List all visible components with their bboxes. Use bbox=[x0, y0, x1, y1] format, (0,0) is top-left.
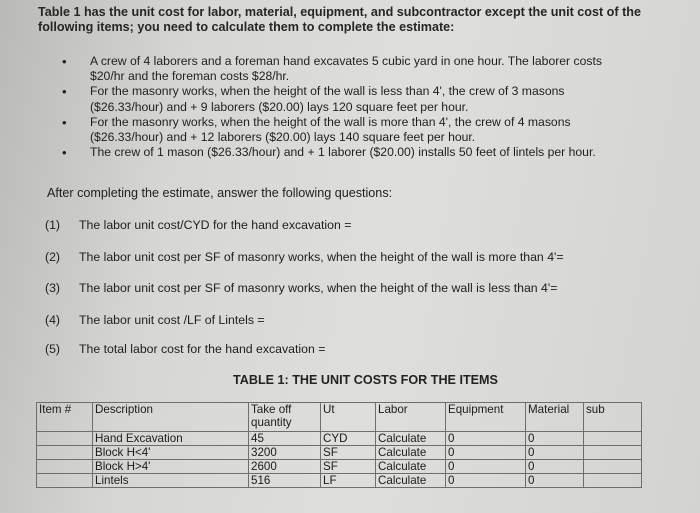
cell-sub bbox=[584, 446, 642, 460]
cell-item bbox=[37, 432, 93, 446]
question-number: (2) bbox=[45, 250, 61, 264]
cell-unit: SF bbox=[321, 460, 376, 474]
cell-sub bbox=[584, 474, 642, 488]
cell-sub bbox=[584, 460, 642, 474]
cell-item bbox=[37, 474, 93, 488]
bullet-line: $20/hr and the foreman costs $28/hr. bbox=[90, 69, 290, 84]
cell-labor: Calculate bbox=[376, 446, 446, 460]
question-4 bbox=[45, 313, 265, 327]
cell-description: Hand Excavation bbox=[93, 432, 249, 446]
cell-material: 0 bbox=[526, 432, 584, 446]
question-number: (3) bbox=[45, 281, 61, 295]
unit-cost-table bbox=[36, 402, 642, 488]
question-text: The total labor cost for the hand excavation = bbox=[79, 342, 326, 356]
cell-quantity: 45 bbox=[249, 432, 321, 446]
cell-item bbox=[37, 460, 93, 474]
question-text: The labor unit cost per SF of masonry works, when the height of the wall is less than 4'= bbox=[79, 281, 558, 295]
bullet-line: ($26.33/hour) and + 9 laborers ($20.00) lays 120 square feet per hour. bbox=[90, 99, 469, 114]
question-1 bbox=[45, 218, 351, 232]
bullet-line: • A crew of 4 laborers and a foreman hand excavates 5 cubic yard in one hour. The laborer costs bbox=[90, 54, 602, 68]
cell-unit: CYD bbox=[321, 432, 376, 446]
header-unit: Ut bbox=[321, 403, 376, 432]
question-text: The labor unit cost per SF of masonry works, when the height of the wall is more than 4'= bbox=[79, 250, 564, 264]
table-header-row bbox=[37, 403, 642, 432]
cell-labor: Calculate bbox=[376, 474, 446, 488]
cell-sub bbox=[584, 432, 642, 446]
cell-unit: SF bbox=[321, 446, 376, 460]
questions-intro: After completing the estimate, answer the following questions: bbox=[47, 186, 393, 200]
question-number: (4) bbox=[45, 313, 61, 327]
bullet-line: ($26.33/hour) and + 12 laborers ($20.00) lays 140 square feet per hour. bbox=[90, 130, 476, 145]
question-number: (1) bbox=[45, 218, 61, 232]
cell-quantity: 3200 bbox=[249, 446, 321, 460]
bullet-line: • For the masonry works, when the height of the wall is more than 4', the crew of 4 masons bbox=[90, 114, 571, 129]
table-row bbox=[37, 446, 642, 460]
cell-item bbox=[37, 446, 93, 460]
question-number: (5) bbox=[45, 342, 61, 356]
question-5 bbox=[45, 342, 325, 356]
cell-material: 0 bbox=[526, 460, 584, 474]
header-equipment: Equipment bbox=[446, 403, 526, 432]
header-description: Description bbox=[93, 403, 249, 432]
cell-description: Lintels bbox=[93, 474, 249, 488]
table-row bbox=[37, 432, 642, 446]
cell-quantity: 516 bbox=[249, 474, 321, 488]
cell-unit: LF bbox=[321, 474, 376, 488]
question-text: The labor unit cost /LF of Lintels = bbox=[79, 313, 265, 327]
cell-labor: Calculate bbox=[376, 432, 446, 446]
cell-equipment: 0 bbox=[446, 446, 526, 460]
table-row bbox=[37, 474, 642, 488]
bullet-item-3 bbox=[62, 115, 692, 145]
cell-quantity: 2600 bbox=[249, 460, 321, 474]
intro-paragraph bbox=[38, 5, 688, 35]
cell-equipment: 0 bbox=[446, 432, 526, 446]
table-title: TABLE 1: THE UNIT COSTS FOR THE ITEMS bbox=[233, 373, 498, 387]
cell-description: Block H>4' bbox=[93, 460, 249, 474]
header-labor: Labor bbox=[376, 403, 446, 432]
bullet-item-4 bbox=[62, 145, 692, 160]
cell-labor: Calculate bbox=[376, 460, 446, 474]
bullet-item-2 bbox=[62, 84, 692, 114]
bullet-list bbox=[62, 54, 692, 160]
cell-equipment: 0 bbox=[446, 474, 526, 488]
bullet-line: • The crew of 1 mason ($26.33/hour) and + 1 laborer ($20.00) installs 50 feet of lintels per hour. bbox=[90, 145, 596, 160]
bullet-item-1 bbox=[62, 54, 692, 84]
cell-description: Block H<4' bbox=[93, 446, 249, 460]
question-2 bbox=[45, 250, 564, 264]
table-row bbox=[37, 460, 642, 474]
header-sub: sub bbox=[584, 403, 642, 432]
header-takeoff-quantity bbox=[249, 403, 321, 432]
cell-equipment: 0 bbox=[446, 460, 526, 474]
question-text: The labor unit cost/CYD for the hand excavation = bbox=[79, 218, 352, 232]
cell-material: 0 bbox=[526, 446, 584, 460]
cell-material: 0 bbox=[526, 474, 584, 488]
header-item: Item # bbox=[37, 403, 93, 432]
header-takeoff-line: Take off bbox=[251, 403, 292, 416]
header-takeoff-line: quantity bbox=[251, 416, 292, 429]
intro-line-1: Table 1 has the unit cost for labor, material, equipment, and subcontractor except the unit cost of the bbox=[38, 5, 641, 19]
intro-line-2: following items; you need to calculate them to complete the estimate: bbox=[38, 20, 455, 34]
bullet-line: • For the masonry works, when the height of the wall is less than 4', the crew of 3 masons bbox=[90, 84, 565, 99]
question-3 bbox=[45, 281, 557, 295]
header-material: Material bbox=[526, 403, 584, 432]
